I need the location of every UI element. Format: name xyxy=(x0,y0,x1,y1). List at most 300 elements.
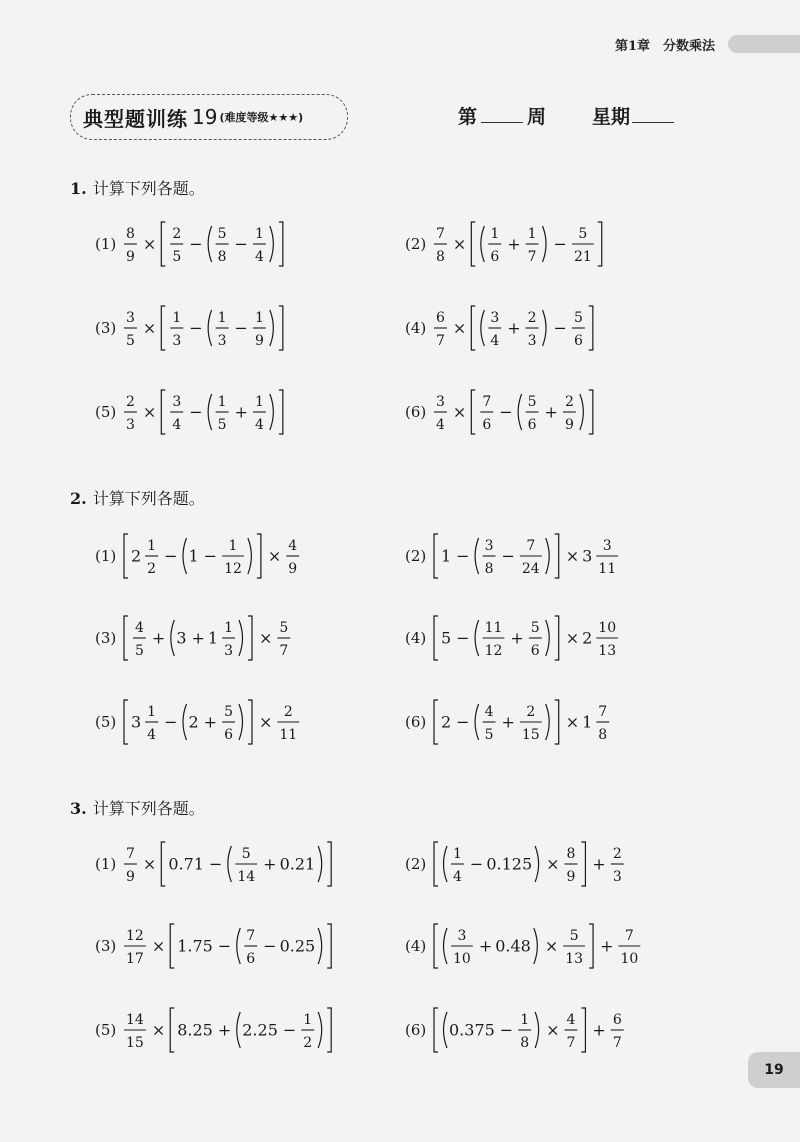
right-parenthesis xyxy=(543,310,547,346)
section-2-heading xyxy=(70,486,205,509)
fraction-denominator: 8 xyxy=(217,249,227,265)
section-number: 1. xyxy=(70,179,87,198)
exercise-number: 19 xyxy=(192,105,218,129)
fraction-denominator: 9 xyxy=(255,333,265,349)
left-parenthesis xyxy=(237,928,241,964)
fraction-denominator: 6 xyxy=(527,417,537,433)
math-expression xyxy=(122,302,289,354)
fraction-numerator: 4 xyxy=(484,704,494,720)
weekday-blank[interactable] xyxy=(632,104,674,123)
fraction-numerator: 6 xyxy=(613,1012,623,1028)
fraction-numerator: 2 xyxy=(172,226,182,242)
fraction-numerator: 5 xyxy=(279,620,289,636)
fraction-numerator: 1 xyxy=(172,310,182,326)
problem-label: (1) xyxy=(95,547,117,565)
fraction-denominator: 6 xyxy=(531,643,540,659)
problem-label: (4) xyxy=(405,937,427,955)
fraction-denominator: 7 xyxy=(613,1035,623,1051)
right-bracket xyxy=(257,534,261,578)
fraction-numerator: 10 xyxy=(598,620,617,636)
fraction-denominator: 4 xyxy=(436,417,446,433)
operator: − xyxy=(470,854,484,874)
right-parenthesis xyxy=(239,704,243,740)
fraction-denominator: 15 xyxy=(126,1035,145,1051)
left-bracket xyxy=(434,1008,438,1052)
fraction-denominator: 21 xyxy=(574,249,593,265)
operator: + xyxy=(263,854,277,874)
operator: + xyxy=(592,854,607,874)
operator: + xyxy=(152,628,166,648)
number: 2 xyxy=(131,546,142,566)
operator: × xyxy=(546,854,560,874)
fraction-numerator: 1 xyxy=(217,394,227,410)
left-bracket xyxy=(170,924,174,968)
fraction-denominator: 17 xyxy=(126,951,145,967)
number: 1 xyxy=(582,712,593,732)
left-parenthesis xyxy=(481,226,485,262)
right-bracket xyxy=(279,390,283,434)
fraction-denominator: 10 xyxy=(620,951,639,967)
math-expression xyxy=(432,218,608,270)
fraction-numerator: 4 xyxy=(288,538,298,554)
number: 0.71 xyxy=(168,854,205,874)
left-bracket xyxy=(434,700,438,744)
fraction-numerator: 2 xyxy=(613,846,623,862)
fraction-numerator: 3 xyxy=(172,394,182,410)
operator: − xyxy=(203,546,218,566)
operator: − xyxy=(553,234,568,254)
fraction-numerator: 3 xyxy=(457,928,467,944)
operator: × xyxy=(565,546,580,566)
math-expression xyxy=(432,1004,629,1056)
problem-1-5 xyxy=(95,386,289,438)
operator: + xyxy=(592,1020,607,1040)
right-bracket xyxy=(555,616,559,660)
fraction-numerator: 5 xyxy=(578,226,588,242)
left-bracket xyxy=(472,306,476,350)
operator: × xyxy=(143,854,157,874)
fraction-denominator: 3 xyxy=(217,333,227,349)
math-expression xyxy=(432,696,615,748)
operator: × xyxy=(143,318,157,338)
problem-3-4 xyxy=(405,920,646,972)
operator: + xyxy=(544,402,559,422)
operator: − xyxy=(234,318,249,338)
fraction-numerator: 7 xyxy=(625,928,635,944)
right-parenthesis xyxy=(546,704,550,740)
operator: + xyxy=(234,402,249,422)
problem-label: (2) xyxy=(405,855,427,873)
fraction-denominator: 9 xyxy=(566,869,576,885)
difficulty-level: (难度等级★★★) xyxy=(219,111,304,124)
fraction-numerator: 1 xyxy=(490,226,500,242)
fraction-numerator: 12 xyxy=(126,928,145,944)
problem-label: (1) xyxy=(95,235,117,253)
problem-1-1 xyxy=(95,218,289,270)
left-parenthesis xyxy=(444,846,448,882)
operator: × xyxy=(268,546,282,566)
fraction-denominator: 8 xyxy=(598,727,608,743)
operator: − xyxy=(234,234,249,254)
right-parenthesis xyxy=(546,620,550,656)
left-bracket xyxy=(124,700,128,744)
right-parenthesis xyxy=(248,538,252,574)
right-bracket xyxy=(589,306,593,350)
left-bracket xyxy=(162,222,166,266)
fraction-numerator: 7 xyxy=(598,704,608,720)
right-bracket xyxy=(327,1008,331,1052)
number: 2 xyxy=(582,628,593,648)
fraction-denominator: 11 xyxy=(598,561,617,577)
problem-2-4 xyxy=(405,612,624,664)
problem-label: (6) xyxy=(405,1021,427,1039)
fraction-denominator: 6 xyxy=(224,727,234,743)
right-parenthesis xyxy=(270,394,274,430)
problem-label: (4) xyxy=(405,319,427,337)
number: 2 xyxy=(441,712,452,732)
fraction-numerator: 4 xyxy=(566,1012,576,1028)
operator: × xyxy=(259,628,273,648)
math-expression xyxy=(432,386,599,438)
right-parenthesis xyxy=(543,226,547,262)
right-parenthesis xyxy=(580,394,584,430)
left-parenthesis xyxy=(475,538,479,574)
operator: − xyxy=(456,546,470,566)
fraction-numerator: 1 xyxy=(255,310,265,326)
left-parenthesis xyxy=(183,704,187,740)
operator: − xyxy=(218,936,232,956)
problem-label: (1) xyxy=(95,855,117,873)
fraction-denominator: 6 xyxy=(482,417,492,433)
fraction-denominator: 13 xyxy=(598,643,617,659)
fraction-denominator: 3 xyxy=(224,643,234,659)
fraction-numerator: 7 xyxy=(526,538,536,554)
math-expression xyxy=(122,612,296,664)
page-number: 19 xyxy=(748,1052,800,1088)
right-bracket xyxy=(582,842,586,886)
operator: × xyxy=(453,318,467,338)
fraction-denominator: 10 xyxy=(453,951,472,967)
chapter-header xyxy=(595,28,800,60)
number: 0.21 xyxy=(279,854,316,874)
fraction-denominator: 14 xyxy=(237,869,256,885)
fraction-numerator: 5 xyxy=(224,704,234,720)
fraction-denominator: 5 xyxy=(217,417,227,433)
fraction-numerator: 5 xyxy=(531,620,540,636)
fraction-numerator: 1 xyxy=(303,1012,313,1028)
problem-label: (2) xyxy=(405,235,427,253)
right-parenthesis xyxy=(270,226,274,262)
fraction-denominator: 8 xyxy=(484,561,494,577)
operator: × xyxy=(152,1020,166,1040)
fraction-numerator: 5 xyxy=(242,846,251,862)
right-parenthesis xyxy=(318,846,322,882)
problem-label: (5) xyxy=(95,713,117,731)
left-parenthesis xyxy=(481,310,485,346)
operator: + xyxy=(501,712,516,732)
fraction-denominator: 3 xyxy=(527,333,537,349)
operator: × xyxy=(453,402,467,422)
number: 1 xyxy=(208,628,219,648)
operator: − xyxy=(456,712,470,732)
operator: × xyxy=(546,1020,560,1040)
operator: − xyxy=(263,936,277,956)
fraction-numerator: 5 xyxy=(569,928,579,944)
right-bracket xyxy=(327,924,331,968)
fraction-denominator: 4 xyxy=(255,249,265,265)
operator: + xyxy=(600,936,614,956)
problem-1-6 xyxy=(405,386,599,438)
fraction-denominator: 9 xyxy=(126,249,136,265)
problem-label: (6) xyxy=(405,713,427,731)
problem-label: (2) xyxy=(405,547,427,565)
fraction-numerator: 6 xyxy=(436,310,446,326)
fraction-denominator: 9 xyxy=(288,561,298,577)
number: 2.25 xyxy=(242,1020,279,1040)
operator: × xyxy=(545,936,559,956)
problem-2-1 xyxy=(95,530,305,582)
section-1-heading xyxy=(70,176,205,199)
right-bracket xyxy=(582,1008,586,1052)
math-expression xyxy=(432,920,646,972)
right-parenthesis xyxy=(270,310,274,346)
number: 5 xyxy=(441,628,452,648)
problem-2-2 xyxy=(405,530,624,582)
problem-label: (5) xyxy=(95,1021,117,1039)
left-parenthesis xyxy=(475,704,479,740)
right-bracket xyxy=(589,390,593,434)
right-parenthesis xyxy=(318,928,322,964)
operator: × xyxy=(143,234,157,254)
problem-label: (3) xyxy=(95,319,117,337)
week-blank[interactable] xyxy=(481,104,523,123)
operator: × xyxy=(152,936,166,956)
fraction-numerator: 3 xyxy=(490,310,500,326)
fraction-numerator: 7 xyxy=(436,226,446,242)
right-parenthesis xyxy=(318,1012,322,1048)
problem-label: (4) xyxy=(405,629,427,647)
left-bracket xyxy=(124,616,128,660)
math-expression xyxy=(122,530,305,582)
operator: − xyxy=(164,712,178,732)
left-bracket xyxy=(434,534,438,578)
operator: − xyxy=(209,854,223,874)
operator: + xyxy=(510,628,525,648)
fraction-denominator: 2 xyxy=(303,1035,313,1051)
fraction-denominator: 5 xyxy=(135,643,145,659)
operator: + xyxy=(479,936,493,956)
number: 1.75 xyxy=(177,936,214,956)
number: 1 xyxy=(188,546,199,566)
fraction-denominator: 4 xyxy=(453,869,463,885)
operator: − xyxy=(501,546,516,566)
fraction-numerator: 5 xyxy=(527,394,537,410)
operator: × xyxy=(565,628,580,648)
left-parenthesis xyxy=(237,1012,241,1048)
right-bracket xyxy=(279,222,283,266)
left-bracket xyxy=(162,390,166,434)
fraction-denominator: 7 xyxy=(527,249,537,265)
fraction-numerator: 7 xyxy=(126,846,136,862)
left-parenthesis xyxy=(208,394,212,430)
problem-label: (6) xyxy=(405,403,427,421)
left-bracket xyxy=(472,222,476,266)
problem-2-6 xyxy=(405,696,615,748)
fraction-denominator: 7 xyxy=(279,643,289,659)
problem-3-6 xyxy=(405,1004,629,1056)
fraction-numerator: 8 xyxy=(566,846,576,862)
right-bracket xyxy=(248,700,252,744)
fraction-denominator: 6 xyxy=(246,951,256,967)
number: 0.48 xyxy=(495,936,532,956)
operator: − xyxy=(189,402,203,422)
problem-2-5 xyxy=(95,696,305,748)
right-bracket xyxy=(248,616,252,660)
fraction-denominator: 12 xyxy=(484,643,503,659)
left-bracket xyxy=(434,842,438,886)
fraction-denominator: 24 xyxy=(522,561,540,577)
fraction-numerator: 1 xyxy=(217,310,227,326)
operator: − xyxy=(189,234,203,254)
fraction-numerator: 3 xyxy=(436,394,446,410)
section-instruction: 计算下列各题。 xyxy=(92,179,205,198)
fraction-numerator: 8 xyxy=(126,226,136,242)
left-parenthesis xyxy=(444,928,448,964)
fraction-numerator: 2 xyxy=(284,704,294,720)
problem-2-3 xyxy=(95,612,296,664)
fraction-numerator: 14 xyxy=(126,1012,145,1028)
left-parenthesis xyxy=(475,620,479,656)
number: 2 xyxy=(188,712,199,732)
section-instruction: 计算下列各题。 xyxy=(92,489,205,508)
operator: + xyxy=(507,318,521,338)
operator: − xyxy=(499,402,513,422)
math-expression xyxy=(122,1004,338,1056)
fraction-numerator: 5 xyxy=(217,226,227,242)
fraction-numerator: 1 xyxy=(453,846,463,862)
right-bracket xyxy=(555,534,559,578)
fraction-numerator: 1 xyxy=(147,538,157,554)
operator: − xyxy=(189,318,203,338)
fraction-numerator: 1 xyxy=(255,394,265,410)
exercise-title: 典型题训练 xyxy=(83,106,188,131)
operator: × xyxy=(143,402,157,422)
left-bracket xyxy=(472,390,476,434)
fraction-denominator: 4 xyxy=(172,417,182,433)
number: 3 xyxy=(176,628,187,648)
fraction-numerator: 2 xyxy=(526,704,536,720)
fraction-numerator: 3 xyxy=(484,538,494,554)
operator: − xyxy=(456,628,470,648)
fraction-denominator: 7 xyxy=(566,1035,576,1051)
math-expression xyxy=(122,218,289,270)
fraction-denominator: 5 xyxy=(126,333,136,349)
fraction-denominator: 15 xyxy=(522,727,540,743)
fraction-denominator: 4 xyxy=(147,727,157,743)
right-bracket xyxy=(589,924,593,968)
right-parenthesis xyxy=(535,1012,539,1048)
left-parenthesis xyxy=(518,394,522,430)
problem-1-2 xyxy=(405,218,608,270)
operator: + xyxy=(507,234,521,254)
fraction-denominator: 5 xyxy=(484,727,494,743)
problem-label: (5) xyxy=(95,403,117,421)
left-parenthesis xyxy=(208,226,212,262)
math-expression xyxy=(432,530,624,582)
left-bracket xyxy=(434,616,438,660)
left-bracket xyxy=(434,924,438,968)
fraction-denominator: 7 xyxy=(436,333,446,349)
fraction-denominator: 9 xyxy=(565,417,575,433)
fraction-denominator: 12 xyxy=(224,561,243,577)
fraction-numerator: 3 xyxy=(126,310,136,326)
right-bracket xyxy=(598,222,602,266)
left-bracket xyxy=(162,842,166,886)
number: 3 xyxy=(582,546,593,566)
fraction-numerator: 1 xyxy=(255,226,265,242)
fraction-denominator: 9 xyxy=(126,869,136,885)
problem-1-4 xyxy=(405,302,599,354)
left-parenthesis xyxy=(444,1012,448,1048)
math-expression xyxy=(122,386,289,438)
right-bracket xyxy=(327,842,331,886)
operator: − xyxy=(500,1020,514,1040)
math-expression xyxy=(122,696,305,748)
fraction-denominator: 13 xyxy=(565,951,584,967)
weekday-word: 星期 xyxy=(592,106,631,128)
problem-3-5 xyxy=(95,1004,338,1056)
exercise-title-box xyxy=(70,94,348,140)
math-expression xyxy=(432,302,599,354)
right-bracket xyxy=(555,700,559,744)
fraction-denominator: 6 xyxy=(574,333,584,349)
fraction-numerator: 2 xyxy=(565,394,575,410)
problem-1-3 xyxy=(95,302,289,354)
right-parenthesis xyxy=(535,846,539,882)
fraction-denominator: 8 xyxy=(436,249,446,265)
left-bracket xyxy=(124,534,128,578)
operator: × xyxy=(453,234,467,254)
right-bracket xyxy=(279,306,283,350)
fraction-denominator: 3 xyxy=(126,417,136,433)
week-day-field xyxy=(458,102,674,129)
fraction-numerator: 7 xyxy=(482,394,492,410)
math-expression xyxy=(432,838,629,890)
left-bracket xyxy=(162,306,166,350)
left-parenthesis xyxy=(208,310,212,346)
problem-label: (3) xyxy=(95,629,117,647)
week-prefix: 第 xyxy=(458,106,478,128)
operator: − xyxy=(164,546,178,566)
section-instruction: 计算下列各题。 xyxy=(92,799,205,818)
math-expression xyxy=(432,612,624,664)
operator: − xyxy=(553,318,568,338)
operator: − xyxy=(283,1020,297,1040)
number: 0.25 xyxy=(279,936,316,956)
fraction-numerator: 5 xyxy=(574,310,584,326)
fraction-denominator: 5 xyxy=(172,249,182,265)
fraction-numerator: 4 xyxy=(135,620,145,636)
header-tab-bar xyxy=(728,35,800,53)
right-parenthesis xyxy=(534,928,538,964)
section-number: 2. xyxy=(70,489,87,508)
fraction-denominator: 2 xyxy=(147,561,157,577)
fraction-denominator: 4 xyxy=(255,417,265,433)
problem-3-1 xyxy=(95,838,338,890)
section-3-heading xyxy=(70,796,205,819)
math-expression xyxy=(122,920,338,972)
operator: + xyxy=(218,1020,232,1040)
